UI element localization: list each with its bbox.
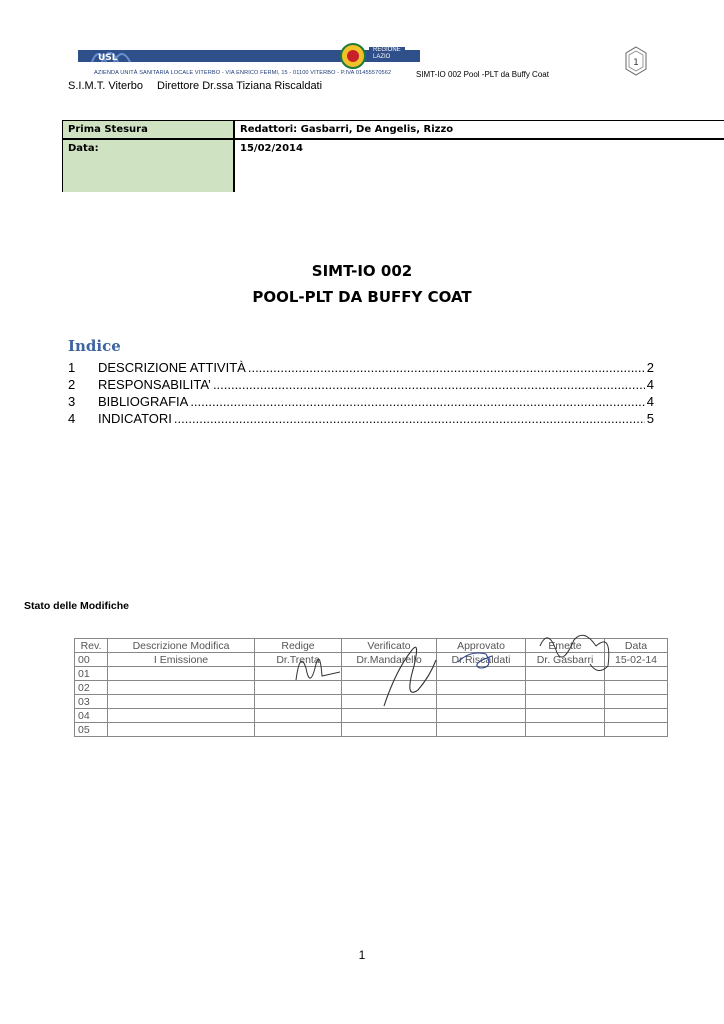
table-cell — [437, 695, 526, 709]
col-header: Redige — [255, 639, 342, 653]
table-cell — [526, 695, 605, 709]
table-cell — [255, 723, 342, 737]
toc-item-page: 2 — [646, 360, 654, 375]
toc-item[interactable] — [68, 394, 654, 410]
toc-item[interactable] — [68, 360, 654, 376]
table-cell — [605, 667, 668, 681]
table-cell: I Emissione — [108, 653, 255, 667]
unit-name: S.I.M.T. Viterbo — [68, 80, 143, 92]
table-cell — [108, 667, 255, 681]
toc-item[interactable] — [68, 411, 654, 427]
table-row — [75, 723, 668, 737]
table-cell — [255, 709, 342, 723]
regione-label: REGIONE LAZIO — [369, 47, 405, 61]
table-cell: 02 — [75, 681, 108, 695]
table-cell — [342, 709, 437, 723]
table-row — [75, 681, 668, 695]
table-top-rule — [62, 120, 724, 121]
table-cell: 15-02-14 — [605, 653, 668, 667]
col-header: Rev. — [75, 639, 108, 653]
col-header: Approvato — [437, 639, 526, 653]
data-value: 15/02/2014 — [240, 143, 303, 154]
document-main-title: POOL-PLT DA BUFFY COAT — [252, 288, 472, 306]
toc-leader-dots — [213, 377, 645, 392]
table-cell: Dr. Gasbarri — [526, 653, 605, 667]
table-cell — [526, 681, 605, 695]
toc-leader-dots — [174, 411, 645, 426]
header-address: AZIENDA UNITÀ SANITARIA LOCALE VITERBO - VIA ENRICO FERMI, 15 - 01100 VITERBO - P.IVA 01455570562 — [94, 70, 392, 76]
table-cell — [255, 695, 342, 709]
toc-heading: Indice — [68, 337, 121, 355]
table-cell — [342, 723, 437, 737]
table-cell — [108, 695, 255, 709]
toc-item-number: 2 — [68, 377, 76, 392]
col-header: Emette — [526, 639, 605, 653]
table-cell — [437, 667, 526, 681]
table-cell — [605, 723, 668, 737]
toc-leader-dots — [248, 360, 645, 375]
prima-stesura-label: Prima Stesura — [68, 124, 148, 135]
table-cell — [108, 681, 255, 695]
unit-director-line — [68, 80, 322, 92]
toc-item[interactable] — [68, 377, 654, 393]
col-header: Verificato — [342, 639, 437, 653]
table-middle-rule — [62, 138, 724, 140]
table-cell: 05 — [75, 723, 108, 737]
table-divider — [233, 120, 235, 192]
page-badge-icon — [624, 46, 648, 76]
table-cell: Dr.Trenta — [255, 653, 342, 667]
toc-item-page: 5 — [646, 411, 654, 426]
table-row — [75, 653, 668, 667]
table-cell — [605, 681, 668, 695]
toc-item-title: DESCRIZIONE ATTIVITÀ — [98, 360, 246, 375]
ausl-logo — [78, 44, 150, 66]
page-number: 1 — [358, 948, 366, 962]
toc-item-page: 4 — [646, 394, 654, 409]
table-cell: 03 — [75, 695, 108, 709]
data-label: Data: — [68, 143, 99, 154]
table-cell — [108, 709, 255, 723]
table-cell — [437, 723, 526, 737]
redattori-value: Redattori: Gasbarri, De Angelis, Rizzo — [240, 124, 454, 135]
table-cell: 01 — [75, 667, 108, 681]
document-code-title: SIMT-IO 002 — [311, 262, 413, 280]
toc-item-page: 4 — [646, 377, 654, 392]
table-cell: Dr.Mandarello — [342, 653, 437, 667]
table-cell — [437, 681, 526, 695]
table-cell — [437, 709, 526, 723]
table-row — [75, 667, 668, 681]
toc-item-number: 1 — [68, 360, 76, 375]
table-cell — [605, 695, 668, 709]
table-row — [75, 709, 668, 723]
table-cell — [255, 667, 342, 681]
toc-item-title: BIBLIOGRAFIA — [98, 394, 189, 409]
table-cell — [108, 723, 255, 737]
toc-leader-dots — [190, 394, 644, 409]
col-header: Descrizione Modifica — [108, 639, 255, 653]
table-header-row — [75, 639, 668, 653]
table-cell — [526, 723, 605, 737]
header-doc-reference: SIMT-IO 002 Pool -PLT da Buffy Coat — [416, 70, 549, 79]
table-cell — [526, 667, 605, 681]
table-cell — [605, 709, 668, 723]
table-cell — [342, 695, 437, 709]
table-cell: 04 — [75, 709, 108, 723]
table-cell — [255, 681, 342, 695]
col-header: Data — [605, 639, 668, 653]
svg-text:USL: USL — [98, 53, 118, 63]
modifiche-table — [74, 638, 668, 737]
table-cell — [526, 709, 605, 723]
table-cell: Dr.Riscaldati — [437, 653, 526, 667]
table-row — [75, 695, 668, 709]
director-name: Direttore Dr.ssa Tiziana Riscaldati — [157, 80, 323, 92]
toc-item-number: 3 — [68, 394, 76, 409]
regione-lazio-logo — [340, 42, 366, 70]
toc-item-title: INDICATORI — [98, 411, 172, 426]
table-cell — [342, 667, 437, 681]
svg-text:1: 1 — [633, 58, 639, 68]
table-cell: 00 — [75, 653, 108, 667]
toc-item-number: 4 — [68, 411, 76, 426]
modifiche-heading: Stato delle Modifiche — [24, 600, 130, 612]
toc-item-title: RESPONSABILITA’ — [98, 377, 211, 392]
table-cell — [342, 681, 437, 695]
